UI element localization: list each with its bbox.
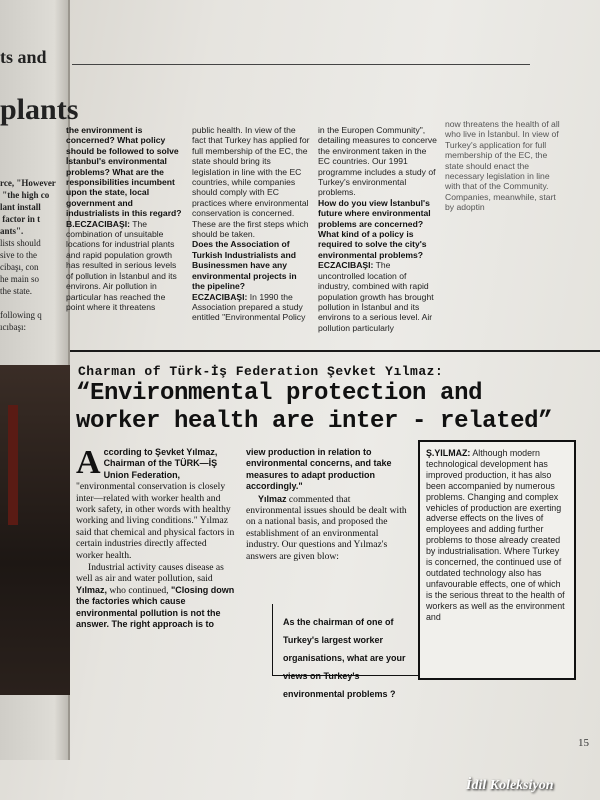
- prev-title-fragment: ts and: [0, 47, 47, 67]
- body-text: in the Europen Community", detailing measures to concerve the environment taken in the EC countries. Our 1991 programme includes a study of Turkey's environmental problems.: [318, 125, 437, 198]
- prev-text-fragment: lists should: [0, 238, 41, 248]
- prev-text-fragment: cibaşı, con: [0, 262, 39, 272]
- upper-column-4: [445, 119, 565, 213]
- prev-text-fragment: factor in t: [0, 214, 41, 224]
- headline-line-2: worker health are inter - related”: [76, 408, 553, 435]
- answer-text: The uncontrolled location of industry, combined with rapid population growth has brought pollution in İstanbul and its environs to a serious level. Air pollution particularly: [318, 260, 434, 333]
- header-rule: [72, 64, 530, 65]
- name-bold: Yılmaz: [258, 493, 287, 504]
- article-column-1: [76, 446, 236, 631]
- question-3: How do you view İstanbul's future where environmental problems are concerned? What kind of a policy is required to solve the city's environmental problems?: [318, 197, 431, 260]
- question-2: Does the Association of Turkish Industrialists and Businessmen have any environmental projects in the pipeline?: [192, 239, 297, 292]
- speaker-label: B.ECZACIBAŞI:: [66, 218, 130, 229]
- speaker-label: ECZACIBAŞI:: [192, 291, 248, 302]
- question-1: the environment is concerned? What policy should be followed to solve İstanbul's environmental problems? What are the responsibilities incumbent upon the state, local government and industrialists in this regard?: [66, 125, 182, 219]
- speaker-label: ECZACIBAŞI:: [318, 260, 374, 271]
- upper-column-3: [318, 125, 438, 333]
- body-text: Industrial activity causes disease as well as air and water pollution, said: [76, 562, 224, 585]
- intro-text: "environmental conservation is closely inter—related with worker health and work safety, in other words with healthy working and living conditions." Yılmaz said that chemical and physical factors in certain industries directly affected worker health.: [76, 481, 235, 561]
- body-text: now threatens the health of all who live in İstanbul. In view of Turkey's application for full membership of the EC, the state should enact the necessary legislation in line with that of the Community. Companies, meanwhile, start by adoptin: [445, 119, 560, 213]
- prev-text-fragment: rce, "However: [0, 178, 56, 188]
- watermark: İdil Koleksiyon: [466, 778, 554, 793]
- prev-text-fragment: following q: [0, 310, 42, 320]
- prev-title-fragment-plants: plants: [0, 93, 79, 126]
- body-text: who continued,: [107, 584, 171, 596]
- drop-cap: A: [76, 444, 101, 481]
- article-kicker: Charman of Türk-İş Federation Şevket Yılmaz:: [78, 364, 444, 379]
- answer-text: The combination of unsuitable locations for industrial plants and rapid population growth has resulted in serious levels of pollution in İstanbul and its environs. Air pollution in particular has reached the point where it threatens: [66, 218, 177, 312]
- prev-text-fragment: lant install: [0, 202, 41, 212]
- upper-column-2: [192, 125, 310, 323]
- prev-text-fragment: "the high co: [0, 190, 50, 200]
- question-text: As the chairman of one of Turkey's largest worker organisations, what are your views on Turkey's environmental problems ?: [283, 617, 406, 699]
- article-column-2: [246, 446, 408, 562]
- speaker-label: Ş.YILMAZ:: [426, 448, 471, 458]
- page-number: 15: [578, 737, 589, 749]
- question-box: [272, 604, 428, 699]
- prev-text-fragment: sive to the: [0, 250, 37, 260]
- prev-text-fragment: the state.: [0, 286, 32, 296]
- prev-text-fragment: ıcıbaşı:: [0, 322, 26, 332]
- name-bold: Yılmaz,: [76, 584, 108, 595]
- answer-text: Although modern technological development has improved production, it has also been accompanied by numerous problems. Changing and complex vehicles of production are exerting adverse effects on the lives of employees and adding further problems to those already created by industrialisation. Where Turkey is concerned, the continued use of outdated technology also has unfavourable effects, one of which is the serious threat to the health of workers as well as the environment and: [426, 448, 565, 622]
- upper-column-1: [66, 125, 182, 312]
- quote-bold: view production in relation to environmental concerns, and take measures to adapt production accordingly.": [246, 447, 392, 492]
- headline-line-1: “Environmental protection and: [76, 380, 483, 407]
- body-text: public health. In view of the fact that Turkey has applied for full membership of the EC, the state should bring its legislation in line with the EC countries, while companies should comply with EC practices where environmental conservation is concerned. These are the first steps which should be taken.: [192, 125, 310, 240]
- previous-page-edge: [0, 0, 79, 760]
- intro-bold: ccording to Şevket Yılmaz, Chairman of the TÜRK—İŞ Union Federation,: [103, 447, 218, 480]
- quote-bold: "Closing down the factories which cause environmental pollution is not the answer. The right approach is to: [76, 584, 235, 630]
- body-text: commented that environmental issues should be dealt with on a national basis, and proposed the establishment of an environmental industry. Our questions and Yılmaz's answers are given blow:: [246, 493, 407, 562]
- prev-text-fragment: ants".: [0, 226, 24, 236]
- prev-text-fragment: he main so: [0, 274, 39, 284]
- answer-box: [418, 440, 576, 680]
- section-divider: [70, 350, 600, 352]
- prev-photo: [0, 365, 70, 695]
- answer-text: In 1990 the Association prepared a study entitled "Environmental Policy: [192, 291, 306, 323]
